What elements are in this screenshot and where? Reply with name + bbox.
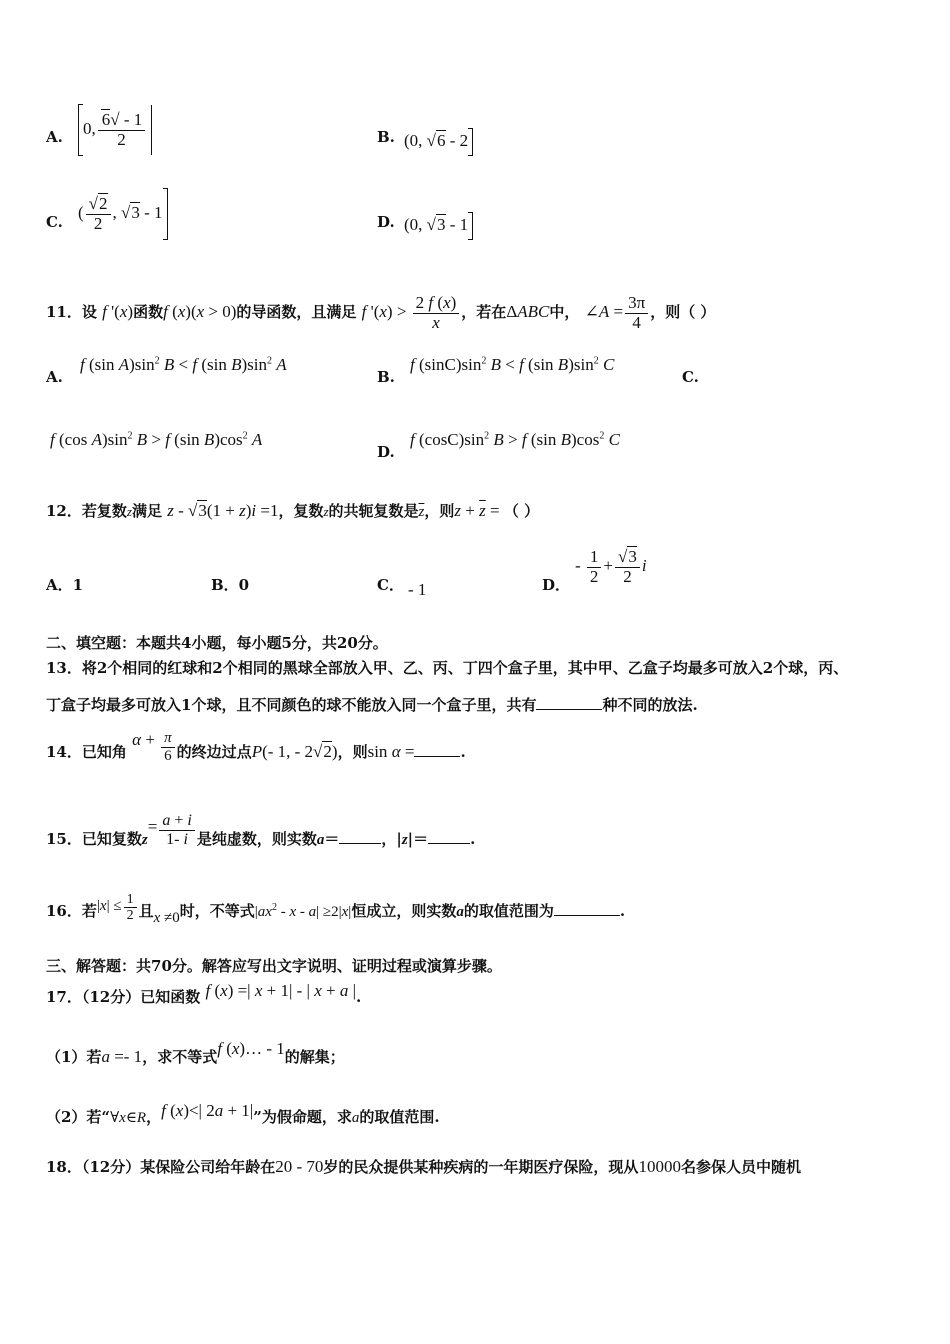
q12-text-6: （ ） bbox=[503, 502, 540, 520]
q12-text-1: 若复数 bbox=[81, 502, 127, 520]
q11-text-3: 的导函数，且满足 bbox=[236, 303, 357, 322]
q15-text-2: 是纯虚数，则实数 bbox=[196, 830, 317, 849]
q12-option-d-label: D． bbox=[542, 576, 571, 594]
q17-p2-text-a: （2）若“ bbox=[46, 1108, 111, 1126]
q14-number: 14． bbox=[46, 743, 82, 761]
q15-text-5: ＝ bbox=[413, 830, 429, 849]
q13-blank[interactable] bbox=[536, 709, 602, 710]
q18-text-1: 18．（12分）某保险公司给年龄在 bbox=[46, 1158, 276, 1176]
section-2-heading: 二、填空题：本题共4小题，每小题5分，共20分。 bbox=[46, 634, 388, 652]
q11-option-d-expr: f $(\cos C)\sin^2$ B > f (sin $B)\cos^2$ C bbox=[410, 430, 620, 449]
q11-option-a-expr: f (sin $A)\sin^2$ B < f (sin $B)\sin^2$ A bbox=[80, 355, 287, 374]
q15-blank-a[interactable] bbox=[339, 843, 381, 844]
option-d-label: D. bbox=[377, 213, 395, 231]
q12-option-a: A．1 bbox=[46, 576, 84, 594]
section-3-heading: 三、解答题：共70分。解答应写出文字说明、证明过程或演算步骤。 bbox=[46, 957, 502, 975]
q17-part-2: （2）若“∀x∈R，f (x)<| 2a + 1|”为假命题，求a的取值范围. bbox=[46, 1101, 440, 1126]
q11-option-c-expr: f (cos $A)\sin^2$ B > f (sin $B)\cos^2$ A bbox=[50, 430, 263, 449]
q13-text-a: 丁盒子均最多可放入1个球，且不同颜色的球不能放入同一个盒子里，共有 bbox=[46, 696, 537, 714]
q17-p2-text-c: ”为假命题，求 bbox=[253, 1108, 352, 1126]
question-15: 15．已知复数z= $\frac{a + i}{1- i}$ 是纯虚数，则实数a＝ ，|z|＝ . bbox=[46, 812, 476, 849]
q18-count: 10000 bbox=[638, 1157, 681, 1176]
q17-end: . bbox=[356, 988, 362, 1006]
q17-part-1: （1）若a =- 1，求不等式f (x)… - 1的解集； bbox=[46, 1039, 345, 1066]
option-c-label: C. bbox=[46, 213, 63, 231]
q13-line-1: 13．将2个相同的红球和2个相同的黑球全部放入甲、乙、丙、丁四个盒子里，其中甲、乙盒子均最多可放入2个球，丙、 bbox=[46, 659, 849, 677]
q15-number: 15． bbox=[46, 830, 82, 849]
question-11: 11．设 f '(x)函数f (x)(x > 0)的导函数，且满足 f '(x) > $\frac{2 f (x)}{x}$ ，若在ΔABC中， ∠A = $\frac{3\pi}{4}$ ，则（ ） bbox=[46, 293, 716, 332]
q11-option-c-label: C. bbox=[682, 368, 699, 386]
q17-intro: 17．（12分）已知函数 bbox=[46, 988, 201, 1006]
q11-text-5: 中， bbox=[549, 303, 580, 322]
option-c-expr: ( $\frac{√2}{2}$ , √3 - 1 bbox=[78, 188, 168, 240]
q11-option-b-label: B. bbox=[377, 368, 395, 386]
q11-text-2: 函数 bbox=[133, 303, 164, 322]
q12-text-4: 的共轭复数是 bbox=[328, 502, 419, 520]
q15-text-3: ＝ bbox=[324, 830, 340, 849]
q13-line-2 bbox=[46, 694, 698, 715]
question-18 bbox=[46, 1156, 801, 1177]
option-a-expr: 0, $\frac{6√ - 1}{2}$ bbox=[78, 104, 152, 156]
option-d-expr: (0, √3 - 1 bbox=[404, 212, 473, 240]
q16-text-5: 的取值范围为 bbox=[463, 901, 554, 920]
q12-option-b: B．0 bbox=[211, 576, 250, 594]
question-16: 16．若|x| ≤ $\frac{1}{2}$ 且x ≠0时，不等式$|ax^2 - x - a| \ge 2|x|$恒成立，则实数a的取值范围为 . bbox=[46, 892, 626, 926]
q15-blank-z[interactable] bbox=[428, 843, 470, 844]
q17-p1-text-c: 的解集； bbox=[284, 1048, 345, 1066]
q17-p1-text-a: （1）若 bbox=[46, 1048, 102, 1066]
question-12: 12．若复数z满足 z - √3(1 + z)i =1，复数z的共轭复数是$\overline{z}$，则$z + \overline{z}$ = （ ） bbox=[46, 501, 540, 520]
q14-text-4: . bbox=[460, 743, 466, 761]
option-b-expr: (0, √6 - 2 bbox=[404, 128, 473, 156]
q12-text-3: ，复数 bbox=[278, 502, 324, 520]
q11-text-1: 设 bbox=[81, 303, 97, 322]
q12-option-c-label: C． bbox=[377, 576, 404, 594]
q17-p1-text-b: ，求不等式 bbox=[142, 1048, 218, 1066]
q16-text-1: 若 bbox=[81, 901, 97, 920]
q18-text-2: 岁的民众提供某种疾病的一年期医疗保险，现从 bbox=[323, 1158, 639, 1176]
q17-p2-text-d: 的取值范围. bbox=[359, 1108, 440, 1126]
q14-blank[interactable] bbox=[414, 756, 460, 757]
q17-p2-text-b: ， bbox=[146, 1108, 162, 1126]
q14-text-2: 的终边过点 bbox=[176, 743, 252, 761]
q12-number: 12． bbox=[46, 502, 82, 520]
q18-text-3: 名参保人员中随机 bbox=[680, 1158, 801, 1176]
q15-text-1: 已知复数 bbox=[81, 830, 142, 849]
q15-text-4: ， bbox=[381, 830, 397, 849]
q16-blank[interactable] bbox=[554, 915, 620, 916]
q11-option-b-expr: f $(\sin C)\sin^2$ B < f (sin $B)\sin^2$ C bbox=[410, 355, 615, 374]
q12-text-5: ，则 bbox=[424, 502, 455, 520]
q16-number: 16． bbox=[46, 901, 82, 920]
q11-number: 11． bbox=[46, 303, 82, 322]
q16-text-3: 时，不等式 bbox=[179, 901, 255, 920]
q11-text-6: ，则（ ） bbox=[650, 303, 716, 322]
q13-text-b: 种不同的放法. bbox=[602, 696, 698, 714]
option-a-label: A. bbox=[46, 128, 63, 146]
q16-text-2: 且 bbox=[138, 901, 154, 920]
q11-option-d-label: D. bbox=[377, 443, 395, 461]
q16-text-4: 恒成立，则实数 bbox=[351, 901, 457, 920]
q15-text-6: . bbox=[470, 830, 476, 849]
q14-text-1: 已知角 bbox=[81, 743, 127, 761]
q18-age-range: 20 - 70 bbox=[275, 1157, 324, 1176]
q12-text-2: 满足 bbox=[131, 502, 162, 520]
question-14: 14．已知角 α + $\frac{\pi}{6}$ 的终边过点P(- 1, - 2√2)，则sin α = . bbox=[46, 730, 466, 764]
q12-option-c-value: - 1 bbox=[408, 580, 427, 599]
q11-text-4: ，若在 bbox=[461, 303, 507, 322]
q14-text-3: ，则 bbox=[337, 743, 368, 761]
q16-text-6: . bbox=[619, 901, 626, 920]
q12-option-d-expr: - $\frac{1}{2}$ + $\frac{√3}{2}$ i bbox=[575, 547, 647, 586]
q11-option-a-label: A. bbox=[46, 368, 63, 386]
option-b-label: B. bbox=[377, 128, 395, 146]
question-17: 17．（12分）已知函数 f (x) =| x + 1| - | x + a |. bbox=[46, 981, 362, 1006]
